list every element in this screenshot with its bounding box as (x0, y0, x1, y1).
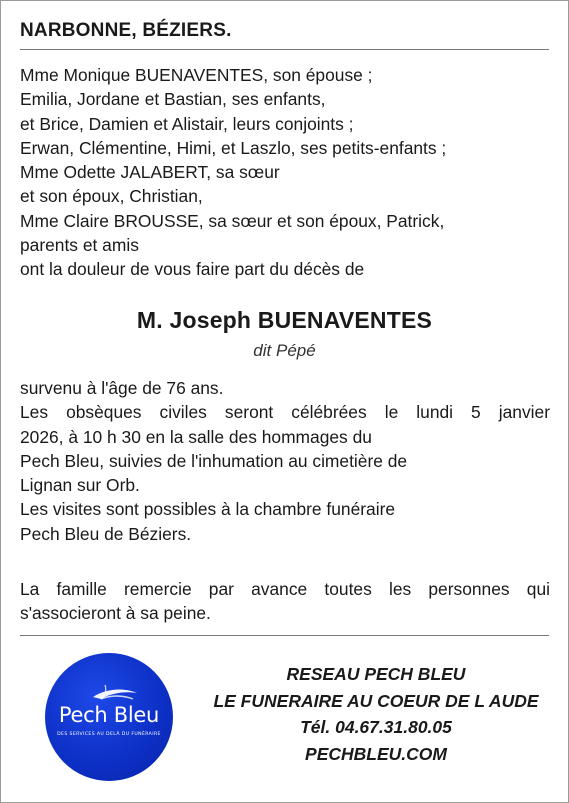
network-slogan: LE FUNERAIRE AU COEUR DE L AUDE (213, 690, 539, 711)
relatives-line: Erwan, Clémentine, Himi, et Laszlo, ses petits-enfants ; (20, 137, 447, 158)
bottom-divider (20, 635, 549, 636)
details-line: Lignan sur Orb. (20, 475, 140, 496)
top-divider (20, 49, 549, 50)
details-line: Pech Bleu de Béziers. (20, 523, 192, 544)
details-line: Les visites sont possibles à la chambre funéraire (20, 499, 396, 520)
deceased-nickname: dit Pépé (253, 341, 316, 360)
relatives-line: Mme Claire BROUSSE, sa sœur et son époux, Patrick, (20, 210, 445, 231)
notice-heading: NARBONNE, BÉZIERS. (20, 20, 232, 41)
details-line: Pech Bleu, suivies de l'inhumation au cimetière de (20, 450, 408, 471)
network-name: RESEAU PECH BLEU (286, 664, 466, 684)
deceased-name: M. Joseph BUENAVENTES (136, 307, 433, 333)
relatives-line: et son époux, Christian, (20, 186, 203, 207)
details-line: survenu à l'âge de 76 ans. (20, 378, 224, 398)
logo-tagline: DES SERVICES AU DELÀ DU FUNÉRAIRE (57, 732, 161, 737)
phone-number: Tél. 04.67.31.80.05 (300, 717, 452, 737)
website: PECHBLEU.COM (305, 743, 447, 764)
thanks-line: s'associeront à sa peine. (20, 603, 211, 624)
relatives-line: Mme Odette JALABERT, sa sœur (20, 162, 280, 183)
details-line: Les obsèques civiles seront célébrées le lundi 5 janvier (20, 402, 550, 423)
details-line: 2026, à 10 h 30 en la salle des hommages du (20, 426, 372, 447)
contact-block (196, 661, 556, 767)
relatives-line: Emilia, Jordane et Bastian, ses enfants, (20, 89, 326, 110)
relatives-line: Mme Monique BUENAVENTES, son épouse ; (20, 65, 373, 85)
funeral-details (20, 376, 550, 546)
pech-bleu-logo (45, 653, 173, 781)
relatives-line: et Brice, Damien et Alistair, leurs conjoints ; (20, 113, 354, 134)
thanks-paragraph (20, 577, 550, 626)
thanks-line: La famille remercie par avance toutes les personnes qui (20, 579, 550, 599)
logo-wordmark: Pech Bleu (58, 703, 160, 727)
relatives-line: ont la douleur de vous faire part du décès de (20, 259, 365, 280)
relatives-line: parents et amis (20, 235, 139, 256)
relatives-list (20, 63, 550, 282)
